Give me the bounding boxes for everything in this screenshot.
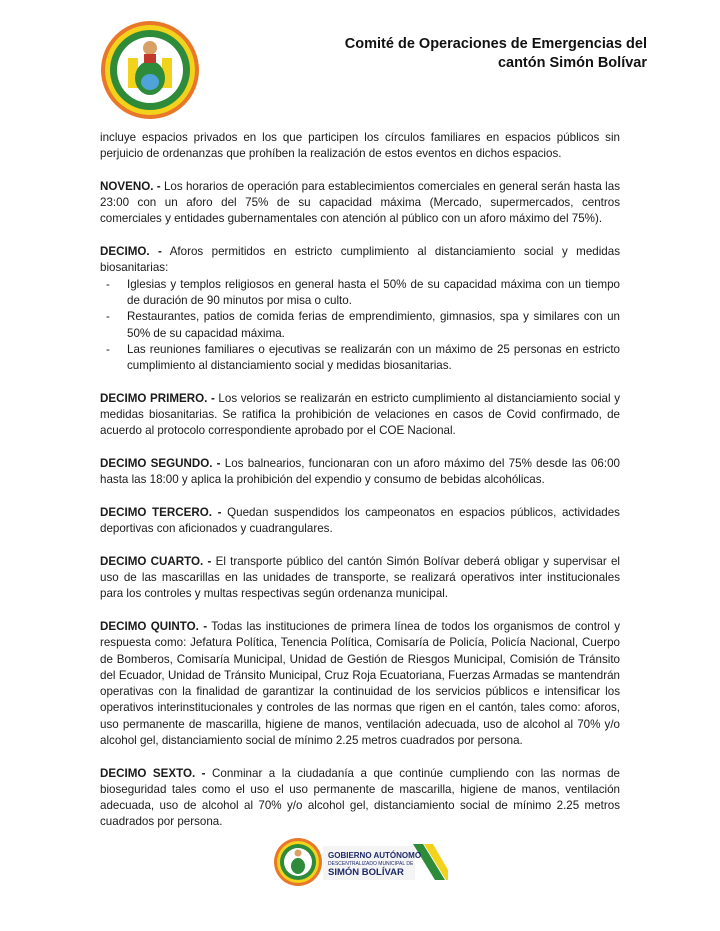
article-heading: DECIMO QUINTO. -: [100, 619, 208, 633]
article-text: Los balnearios, funcionaran con un aforo máximo del 75% desde las 06:00 hasta las 18:00 y aplica la prohibición del expendio y consumo de bebidas alcohólicas.: [100, 456, 620, 487]
article-decimo-segundo: [100, 456, 620, 489]
footer-line2: DESCENTRALIZADO MUNICIPAL DE: [328, 861, 414, 867]
header-title-line2: cantón Simón Bolívar: [497, 55, 647, 71]
article-text: Todas las instituciones de primera línea de todos los organismos de control y respuesta como: Jefatura Política, Tenencia Política, Comisaría de Policía, Policía Nacional, Cuerpo de Bomberos, Comisaría Municipal, Unidad de Gestión de Riesgos Municipal, Comisión de Tránsito del Ecuador, Unidad de Tránsito Municipal, Cruz Roja Ecuatoriana, Fuerzas Armadas se mantendrán operativas con la finalidad de garantizar la continuidad de los servicios públicos e intensificar los operativos interinstitucionales y controles de las normas que rigen en el cantón, tales como: aforos, uso permanente de mascarilla, higiene de manos, ventilación adecuada, uso de alcohol al 70% y/o alcohol gel, distanciamiento social de mínimo 2.25 metros cuadrados por persona.: [100, 619, 620, 747]
article-decimo-tercero: [100, 505, 620, 538]
article-noveno: [100, 179, 620, 228]
list-item: - Restaurantes, patios de comida ferias de emprendimiento, gimnasios, spa y similares con un 50% de su capacidad máxima.: [100, 309, 620, 342]
footer-municipal-logo: [273, 836, 448, 888]
article-text: Quedan suspendidos los campeonatos en espacios públicos, actividades deportivas con aficionados y cuadrangulares.: [100, 505, 620, 536]
article-text: El transporte público del cantón Simón Bolívar deberá obligar y supervisar el uso de las mascarillas en las unidades de transporte, se realizará operativos inter institucionales para los controles y multas respectivas según ordenanza municipal.: [100, 554, 620, 601]
article-heading: DECIMO SEXTO. -: [100, 766, 206, 780]
header-title-line1: Comité de Operaciones de Emergencias del: [344, 36, 647, 52]
list-item: - Las reuniones familiares o ejecutivas se realizarán con un máximo de 25 personas en estricto cumplimiento al distanciamiento social y medidas biosanitarias.: [100, 342, 620, 375]
document-body: [100, 130, 620, 847]
footer-line3: SIMÓN BOLÍVAR: [328, 867, 404, 878]
article-text: Aforos permitidos en estricto cumplimiento al distanciamiento social y medidas biosanitarias:: [100, 245, 620, 275]
article-decimo-primero: [100, 391, 620, 440]
article-heading: DECIMO TERCERO. -: [100, 505, 222, 519]
article-heading: NOVENO. -: [100, 179, 161, 193]
article-decimo-sexto: [100, 766, 620, 831]
intro-paragraph: incluye espacios privados en los que participen los círculos familiares en espacios públicos sin perjuicio de ordenanzas que prohíben la realización de estos eventos en dichos espacios.: [100, 131, 620, 161]
article-decimo-quinto: [100, 619, 620, 749]
article-text: Los horarios de operación para establecimientos comerciales en general serán hasta las 23:00 con un aforo del 75% de su capacidad máxima (Mercado, supermercados, centros comerciales y entidades gubernamentales con atención al público con un aforo máximo del 75%).: [100, 179, 620, 226]
article-heading: DECIMO CUARTO. -: [100, 554, 212, 568]
footer-line1: GOBIERNO AUTÓNOMO: [328, 851, 422, 860]
list-item: - Iglesias y templos religiosos en general hasta el 50% de su capacidad máxima con un tiempo de duración de 90 minutos por misa o culto.: [100, 277, 620, 310]
decimo-list: [100, 277, 620, 375]
article-heading: DECIMO. -: [100, 245, 162, 259]
document-header-title: [345, 35, 647, 73]
article-text: Los velorios se realizarán en estricto cumplimiento al distanciamiento social y medidas biosanitarias. Se ratifica la prohibición de velaciones en casos de Covid confirmado, de acuerdo al protocolo correspondiente aprobado por el COE Nacional.: [100, 391, 620, 438]
article-text: Conminar a la ciudadanía a que continúe cumpliendo con las normas de bioseguridad tales como el uso el uso permanente de mascarilla, higiene de manos, ventilación adecuada, uso de alcohol al 70% y/o alcohol gel, distanciamiento social de mínimo 2.25 metros cuadrados por persona.: [100, 766, 620, 829]
article-heading: DECIMO SEGUNDO. -: [100, 456, 221, 470]
municipal-seal-logo: [100, 20, 200, 120]
article-decimo: [100, 244, 620, 277]
article-decimo-cuarto: [100, 554, 620, 603]
article-heading: DECIMO PRIMERO. -: [100, 391, 215, 405]
